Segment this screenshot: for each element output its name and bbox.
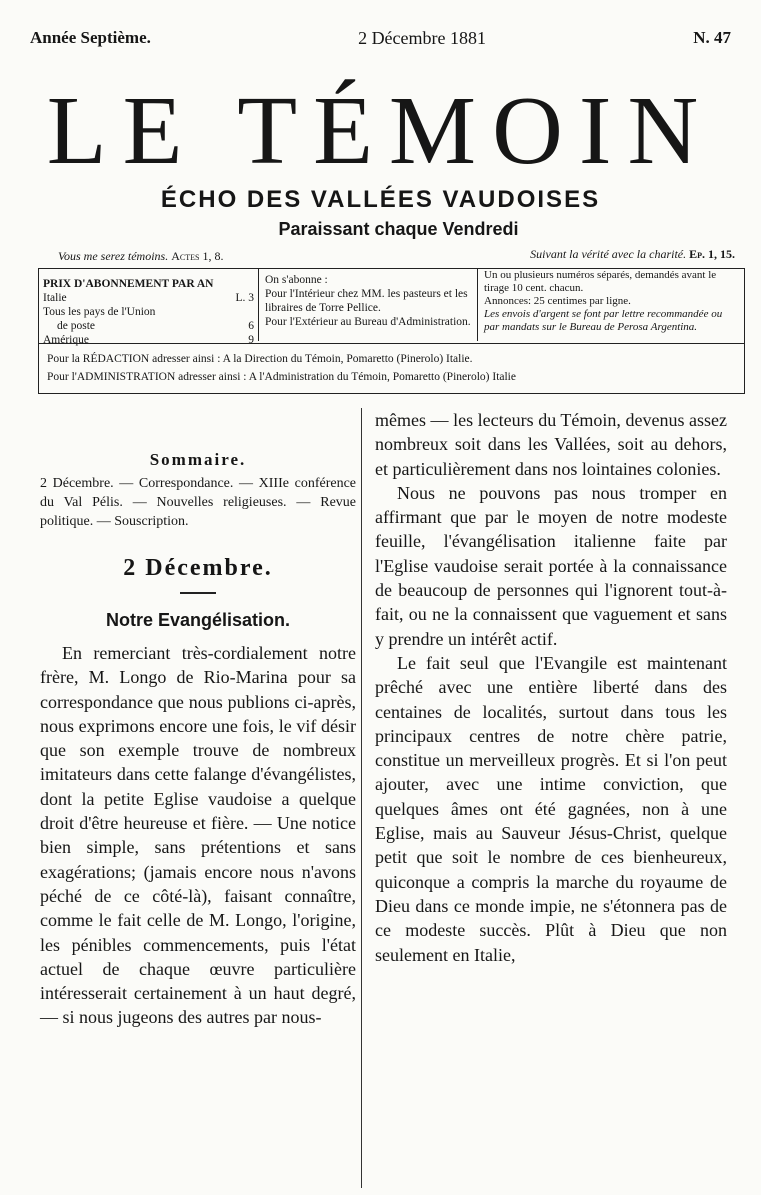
paragraph: Nous ne pouvons pas nous tromper en affirmant que par le moyen de notre modeste feuille, l'évangélisation italienne faite par l'Eglise vaudoise serait portée à la connaissance de beaucoup de personnes qui l'ignorent tout-à-fait, ou ne la connaissent que vaguement et sans y prendre un intérêt actif. (375, 482, 727, 649)
subscription-header: PRIX D'ABONNEMENT PAR AN (43, 278, 214, 290)
info-box (38, 268, 745, 394)
paragraph: Le fait seul que l'Evangile est maintenant prêché avec une entière liberté dans des centaines de localités, surtout dans tous les principaux centres de notre chère patrie, constitue un merveilleux progrès. Et si l'on peut ajouter, avec une intime conviction, que quelques âmes ont été gagnées, non à une Eglise, mais au Sauveur Jésus-Christ, quelque petit que soit le nombre de ces bienheureux, quiconque a compris la marche du royaume de Dieu dans ce monde impie, ne s'étonnera pas de ce modeste succès. Plût à Dieu que non seulement en Italie, (375, 652, 727, 965)
issue-year: Année Septième. (30, 28, 151, 47)
epigraph-left (58, 249, 223, 264)
issue-date: 2 Décembre 1881 (358, 28, 487, 48)
sommaire-heading: Sommaire. (149, 450, 247, 469)
epigraph-left-ref: Actes 1, 8. (171, 249, 224, 263)
column-divider (361, 408, 362, 1188)
money-sending: Les envois d'argent se font par lettre recommandée ou par mandats sur le Bureau de Perosa Argentina. (484, 308, 723, 333)
newspaper-subtitle: ÉCHO DES VALLÉES VAUDOISES (160, 186, 601, 213)
sommaire-text: 2 Décembre. — Correspondance. — XIIIe conférence du Val Pélis. — Nouvelles religieuses. — Revue politique. — Souscription. (40, 476, 356, 529)
subscribe-exterior: Pour l'Extérieur au Bureau d'Administration. (265, 316, 471, 328)
section-heading: 2 Décembre. (123, 555, 273, 581)
issue-number: N. 47 (693, 28, 731, 47)
ads-price: Annonces: 25 centimes par ligne. (484, 295, 631, 307)
periodicity: Paraissant chaque Vendredi (278, 219, 519, 239)
epigraph-right-text: Suivant la vérité avec la charité. (530, 247, 687, 261)
masthead (30, 28, 731, 49)
single-number-price: Un ou plusieurs numéros séparés, demandés avant le tirage 10 cent. chacun. (484, 269, 717, 294)
price-row: Amérique 9 (43, 334, 254, 346)
epigraph-left-text: Vous me serez témoins. (58, 249, 169, 263)
epigraph-right (530, 247, 735, 262)
address-block (39, 343, 744, 393)
price-row: Italie L. 3 (43, 292, 254, 304)
address-redaction: Pour la RÉDACTION adresser ainsi : A la Direction du Témoin, Pomaretto (Pinerolo) Italie. (47, 353, 473, 365)
subscribe-info (259, 269, 478, 341)
epigraph-right-ref: Ep. 1, 15. (689, 247, 735, 261)
subscription-prices (39, 269, 259, 346)
price-row: Tous les pays de l'Union (43, 306, 156, 318)
article-body-left (40, 641, 356, 1030)
article-title: Notre Evangélisation. (105, 610, 291, 630)
left-column (40, 450, 356, 1030)
numbers-info (478, 269, 744, 341)
right-column (375, 408, 727, 967)
paragraph: En remerciant très-cordialement notre frère, M. Longo de Rio-Marina pour sa correspondance que nous publions ci-après, nous exprimons encore une fois, le vif désir que son exemple trouve de nombreux imitateurs dans cette falange d'évangélistes, dont la petite Eglise vaudoise a quelque droit d'être heureuse et fière. — Une notice bien simple, sans prétentions et sans exagérations; (jamais encore nous n'avons péché de ce côté-là), faisant connaître, comme le fait celle de M. Longo, l'origine, les pénibles commencements, puis l'état actuel de chaque œuvre particulière intéresserait certainement à un haut degré, — si nous jugeons des autres par nous- (40, 643, 356, 1028)
address-administration: Pour l'ADMINISTRATION adresser ainsi : A l'Administration du Témoin, Pomaretto (Pinerolo) Italie (47, 371, 516, 383)
subscribe-interior: Pour l'Intérieur chez MM. les pasteurs et les libraires de Torre Pellice. (265, 288, 468, 314)
newspaper-title: LE TÉMOIN (46, 77, 715, 185)
section-divider (180, 592, 216, 594)
price-row: de poste 6 (57, 320, 254, 332)
paragraph: mêmes — les lecteurs du Témoin, devenus assez nombreux soit dans les Vallées, soit au dehors, et particulièrement dans nos lointaines colonies. (375, 410, 727, 479)
subscribe-header: On s'abonne : (265, 274, 328, 286)
article-body-right (375, 408, 727, 967)
